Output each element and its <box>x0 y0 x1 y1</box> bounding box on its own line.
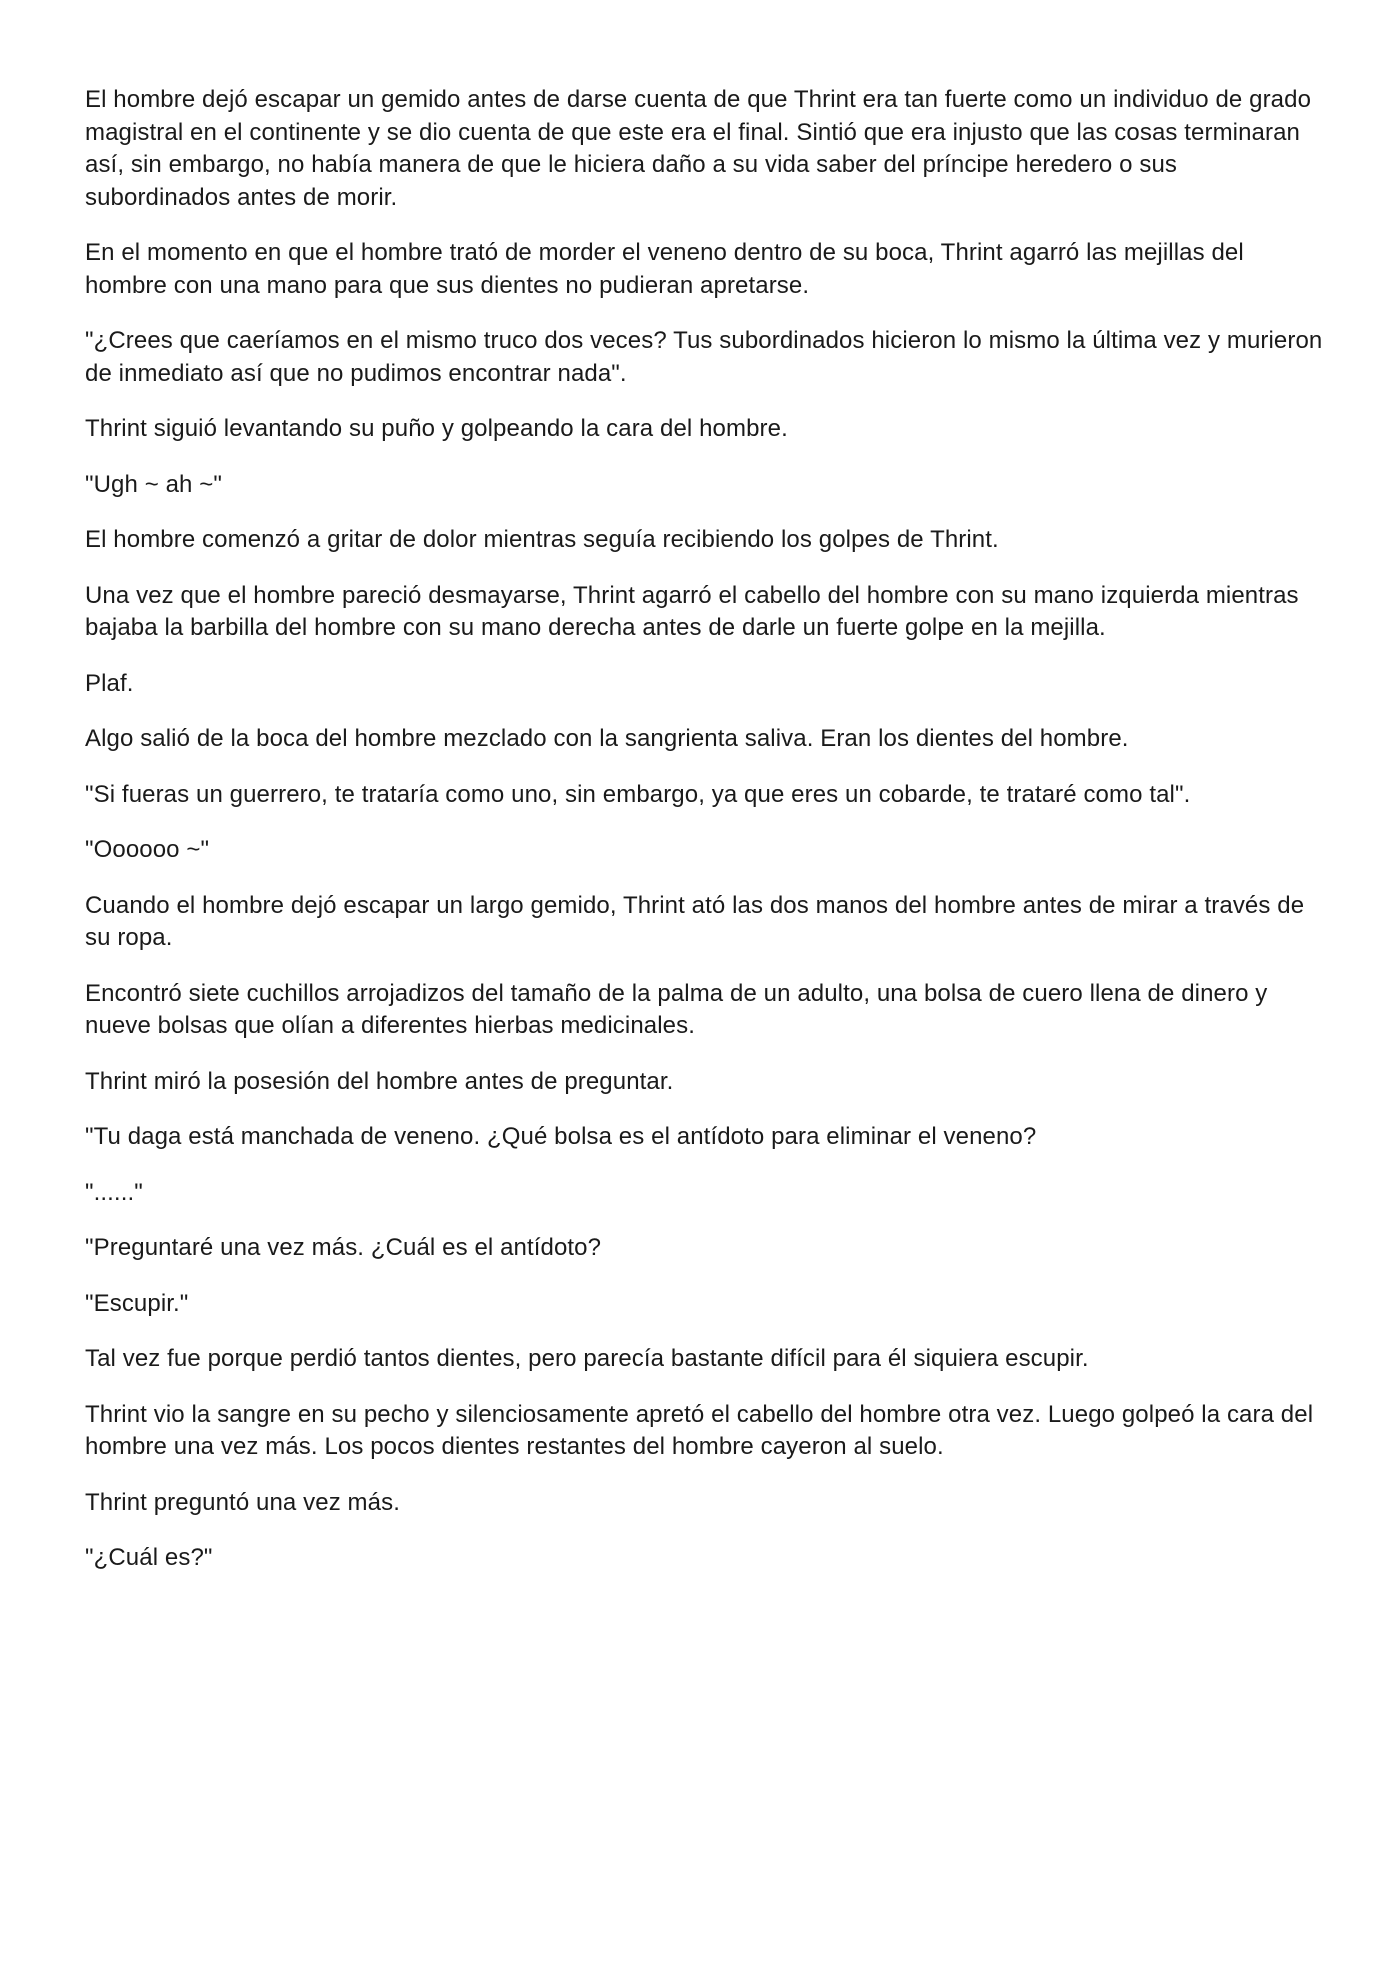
paragraph: Algo salió de la boca del hombre mezclado con la sangrienta saliva. Eran los dientes del hombre. <box>85 725 1129 752</box>
paragraph: Thrint vio la sangre en su pecho y silenciosamente apretó el cabello del hombre otra vez. Luego golpeó la cara del hombre una vez más. Los pocos dientes restantes del hombre cayeron al suelo. <box>85 1400 1314 1460</box>
paragraph: "Preguntaré una vez más. ¿Cuál es el antídoto? <box>85 1234 602 1261</box>
paragraph: "Escupir." <box>85 1289 189 1317</box>
paragraph: "Oooooo ~" <box>85 836 210 863</box>
paragraph: El hombre dejó escapar un gemido antes de darse cuenta de que Thrint era tan fuerte como un individuo de grado magistral en el continente y se dio cuenta de que este era el final. Sintió que era injusto que las cosas terminaran así, sin embargo, no había manera de que le hiciera daño a su vida saber del príncipe heredero o sus subordinados antes de morir. <box>85 86 1312 211</box>
document-page <box>85 84 1325 1598</box>
paragraph: Una vez que el hombre pareció desmayarse, Thrint agarró el cabello del hombre con su mano izquierda mientras bajaba la barbilla del hombre con su mano derecha antes de darle un fuerte golpe en la mejilla. <box>85 581 1299 641</box>
paragraph: "Tu daga está manchada de veneno. ¿Qué bolsa es el antídoto para eliminar el veneno? <box>85 1123 1037 1150</box>
paragraph: Encontró siete cuchillos arrojadizos del tamaño de la palma de un adulto, una bolsa de cuero llena de dinero y nueve bolsas que olían a diferentes hierbas medicinales. <box>85 979 1268 1039</box>
paragraph: Tal vez fue porque perdió tantos dientes, pero parecía bastante difícil para él siquiera escupir. <box>85 1345 1089 1372</box>
paragraph: En el momento en que el hombre trató de morder el veneno dentro de su boca, Thrint agarró las mejillas del hombre con una mano para que sus dientes no pudieran apretarse. <box>85 239 1244 299</box>
paragraph: Thrint siguió levantando su puño y golpeando la cara del hombre. <box>85 415 788 442</box>
paragraph: El hombre comenzó a gritar de dolor mientras seguía recibiendo los golpes de Thrint. <box>85 526 999 553</box>
paragraph: "¿Crees que caeríamos en el mismo truco dos veces? Tus subordinados hicieron lo mismo la última vez y murieron de inmediato así que no pudimos encontrar nada". <box>85 327 1323 387</box>
paragraph: Cuando el hombre dejó escapar un largo gemido, Thrint ató las dos manos del hombre antes de mirar a través de su ropa. <box>85 891 1305 951</box>
paragraph: Thrint miró la posesión del hombre antes de preguntar. <box>85 1067 674 1095</box>
paragraph: "¿Cuál es?" <box>85 1544 213 1571</box>
paragraph: "Si fueras un guerrero, te trataría como uno, sin embargo, ya que eres un cobarde, te trataré como tal". <box>85 780 1191 808</box>
paragraph: "......" <box>85 1178 143 1206</box>
paragraph: Plaf. <box>85 669 134 697</box>
paragraph: "Ugh ~ ah ~" <box>85 470 222 498</box>
paragraph: Thrint preguntó una vez más. <box>85 1488 400 1516</box>
